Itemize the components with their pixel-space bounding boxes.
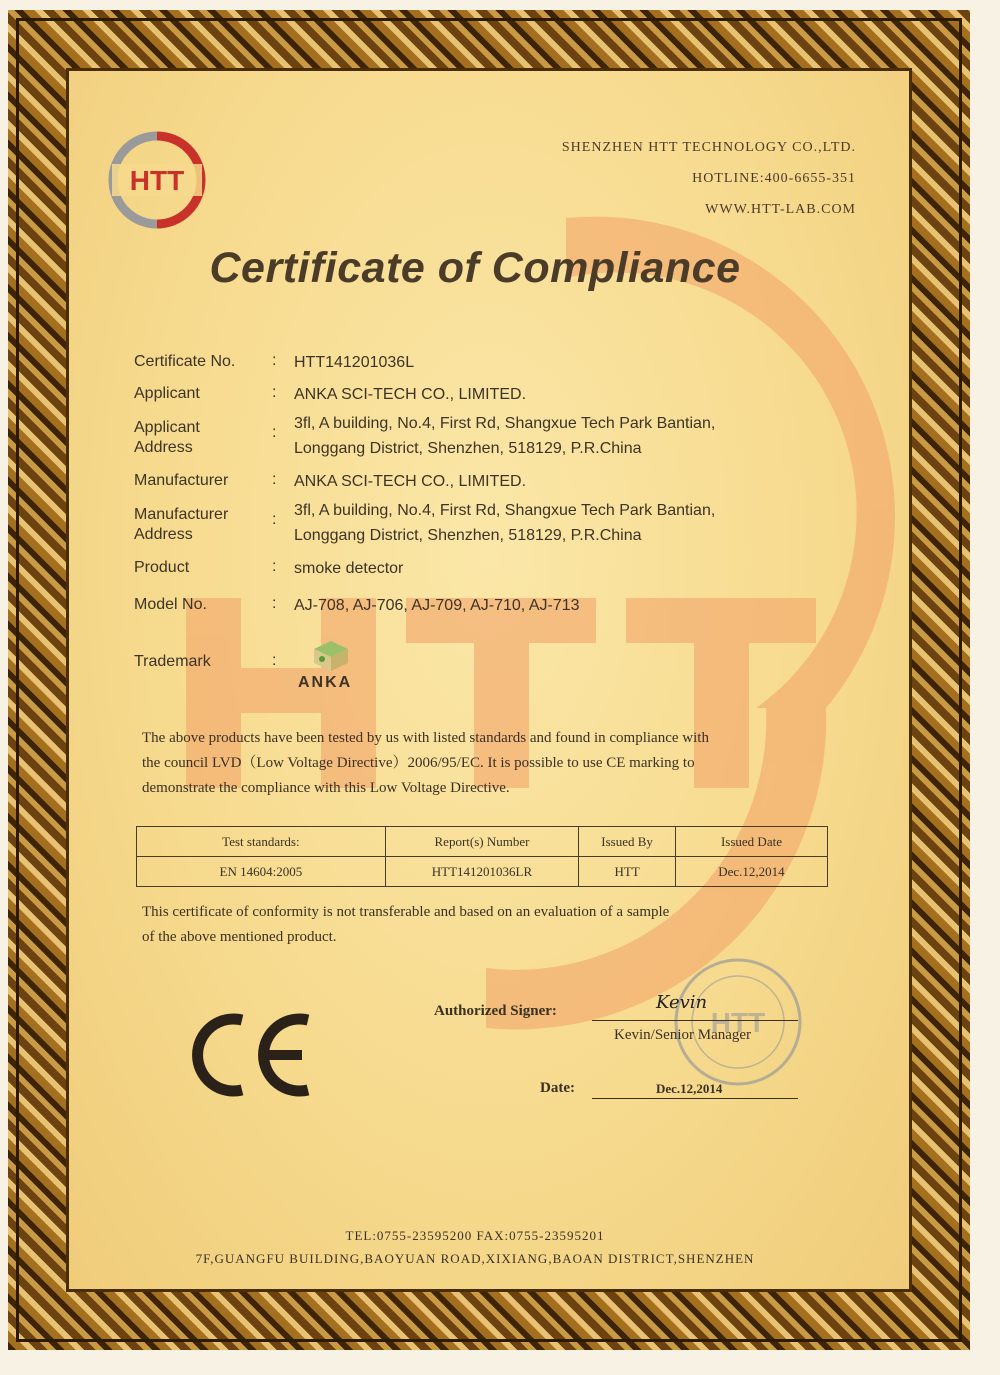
colon: : bbox=[272, 511, 277, 528]
colon: : bbox=[272, 558, 277, 575]
colon: : bbox=[272, 352, 277, 369]
manufacturer-address-label-line: Manufacturer bbox=[134, 506, 229, 523]
date-line bbox=[592, 1098, 798, 1099]
colon: : bbox=[272, 652, 277, 669]
applicant-address-line: 3fl, A building, No.4, First Rd, Shangxue Tech Park Bantian, bbox=[294, 415, 716, 432]
applicant-address-value bbox=[294, 411, 715, 461]
colon: : bbox=[272, 424, 277, 441]
table-header: Report(s) Number bbox=[385, 827, 578, 857]
trademark-value: ANKA bbox=[298, 674, 353, 691]
company-name: SHENZHEN HTT TECHNOLOGY CO.,LTD. bbox=[561, 140, 856, 155]
transfer-note bbox=[142, 900, 840, 950]
trademark-label: Trademark bbox=[134, 653, 211, 670]
manufacturer-address-label bbox=[134, 505, 264, 545]
model-no-value: AJ-708, AJ-706, AJ-709, AJ-710, AJ-713 bbox=[294, 597, 580, 614]
manufacturer-address-line: Longgang District, Shenzhen, 518129, P.R.China bbox=[294, 527, 642, 544]
signature-line bbox=[592, 1020, 798, 1021]
paragraph-line: This certificate of conformity is not transferable and based on an evaluation of a sample bbox=[142, 904, 670, 920]
applicant-address-label-line: Applicant bbox=[134, 419, 200, 436]
footer-contact: TEL:0755-23595200 FAX:0755-23595201 bbox=[345, 1228, 605, 1243]
company-info bbox=[562, 132, 856, 225]
manufacturer-address-line: 3fl, A building, No.4, First Rd, Shangxue Tech Park Bantian, bbox=[294, 502, 716, 519]
certificate-title: Certificate of Compliance bbox=[209, 244, 741, 292]
htt-logo-icon bbox=[102, 130, 212, 230]
applicant-label: Applicant bbox=[134, 385, 200, 402]
product-label: Product bbox=[134, 559, 190, 576]
colon: : bbox=[272, 384, 277, 401]
table-header: Issued By bbox=[579, 827, 676, 857]
footer-address: 7F,GUANGFU BUILDING,BAOYUAN ROAD,XIXIANG,BAOAN DISTRICT,SHENZHEN bbox=[195, 1251, 755, 1266]
applicant-address-label-line: Address bbox=[134, 439, 193, 456]
table-cell: EN 14604:2005 bbox=[137, 857, 386, 887]
manufacturer-label: Manufacturer bbox=[134, 472, 229, 489]
colon: : bbox=[272, 595, 277, 612]
applicant-address-label bbox=[134, 418, 264, 458]
applicant-address-line: Longgang District, Shenzhen, 518129, P.R.China bbox=[294, 440, 642, 457]
table-header: Test standards: bbox=[137, 827, 386, 857]
svg-text:HTT: HTT bbox=[129, 165, 185, 196]
paragraph-line: of the above mentioned product. bbox=[142, 929, 337, 945]
certificate-no-label: Certificate No. bbox=[134, 353, 236, 370]
date-label: Date: bbox=[540, 1080, 575, 1096]
ce-mark-icon bbox=[190, 1010, 320, 1100]
table-cell: Dec.12,2014 bbox=[675, 857, 827, 887]
manufacturer-address-value bbox=[294, 498, 715, 548]
date-value: Dec.12,2014 bbox=[656, 1081, 723, 1096]
anka-cube-logo-icon bbox=[310, 637, 352, 673]
svg-text:HTT: HTT bbox=[710, 1007, 766, 1038]
paragraph-line: the council LVD（Low Voltage Directive）2006/95/EC. It is possible to use CE marking to bbox=[142, 755, 695, 771]
certificate-no-value: HTT141201036L bbox=[294, 354, 415, 371]
table-header-row bbox=[137, 827, 828, 857]
company-stamp bbox=[668, 952, 808, 1092]
table-row bbox=[137, 857, 828, 887]
handwritten-signature: Kevin bbox=[656, 992, 708, 1013]
table-cell: HTT bbox=[579, 857, 676, 887]
standards-table bbox=[136, 826, 828, 887]
colon: : bbox=[272, 471, 277, 488]
manufacturer-value: ANKA SCI-TECH CO., LIMITED. bbox=[294, 473, 527, 490]
table-cell: HTT141201036LR bbox=[385, 857, 578, 887]
hotline: HOTLINE:400-6655-351 bbox=[692, 171, 856, 186]
paragraph-line: The above products have been tested by us with listed standards and found in compliance with bbox=[142, 730, 709, 746]
compliance-paragraph bbox=[142, 726, 840, 801]
manufacturer-address-label-line: Address bbox=[134, 526, 193, 543]
signer-name-title: Kevin/Senior Manager bbox=[614, 1027, 752, 1043]
website: WWW.HTT-LAB.COM bbox=[705, 202, 856, 217]
model-no-label: Model No. bbox=[134, 596, 207, 613]
paragraph-line: demonstrate the compliance with this Low Voltage Directive. bbox=[142, 780, 510, 796]
table-header: Issued Date bbox=[675, 827, 827, 857]
product-value: smoke detector bbox=[294, 560, 404, 577]
applicant-value: ANKA SCI-TECH CO., LIMITED. bbox=[294, 386, 527, 403]
authorized-signer-label: Authorized Signer: bbox=[434, 1003, 557, 1019]
